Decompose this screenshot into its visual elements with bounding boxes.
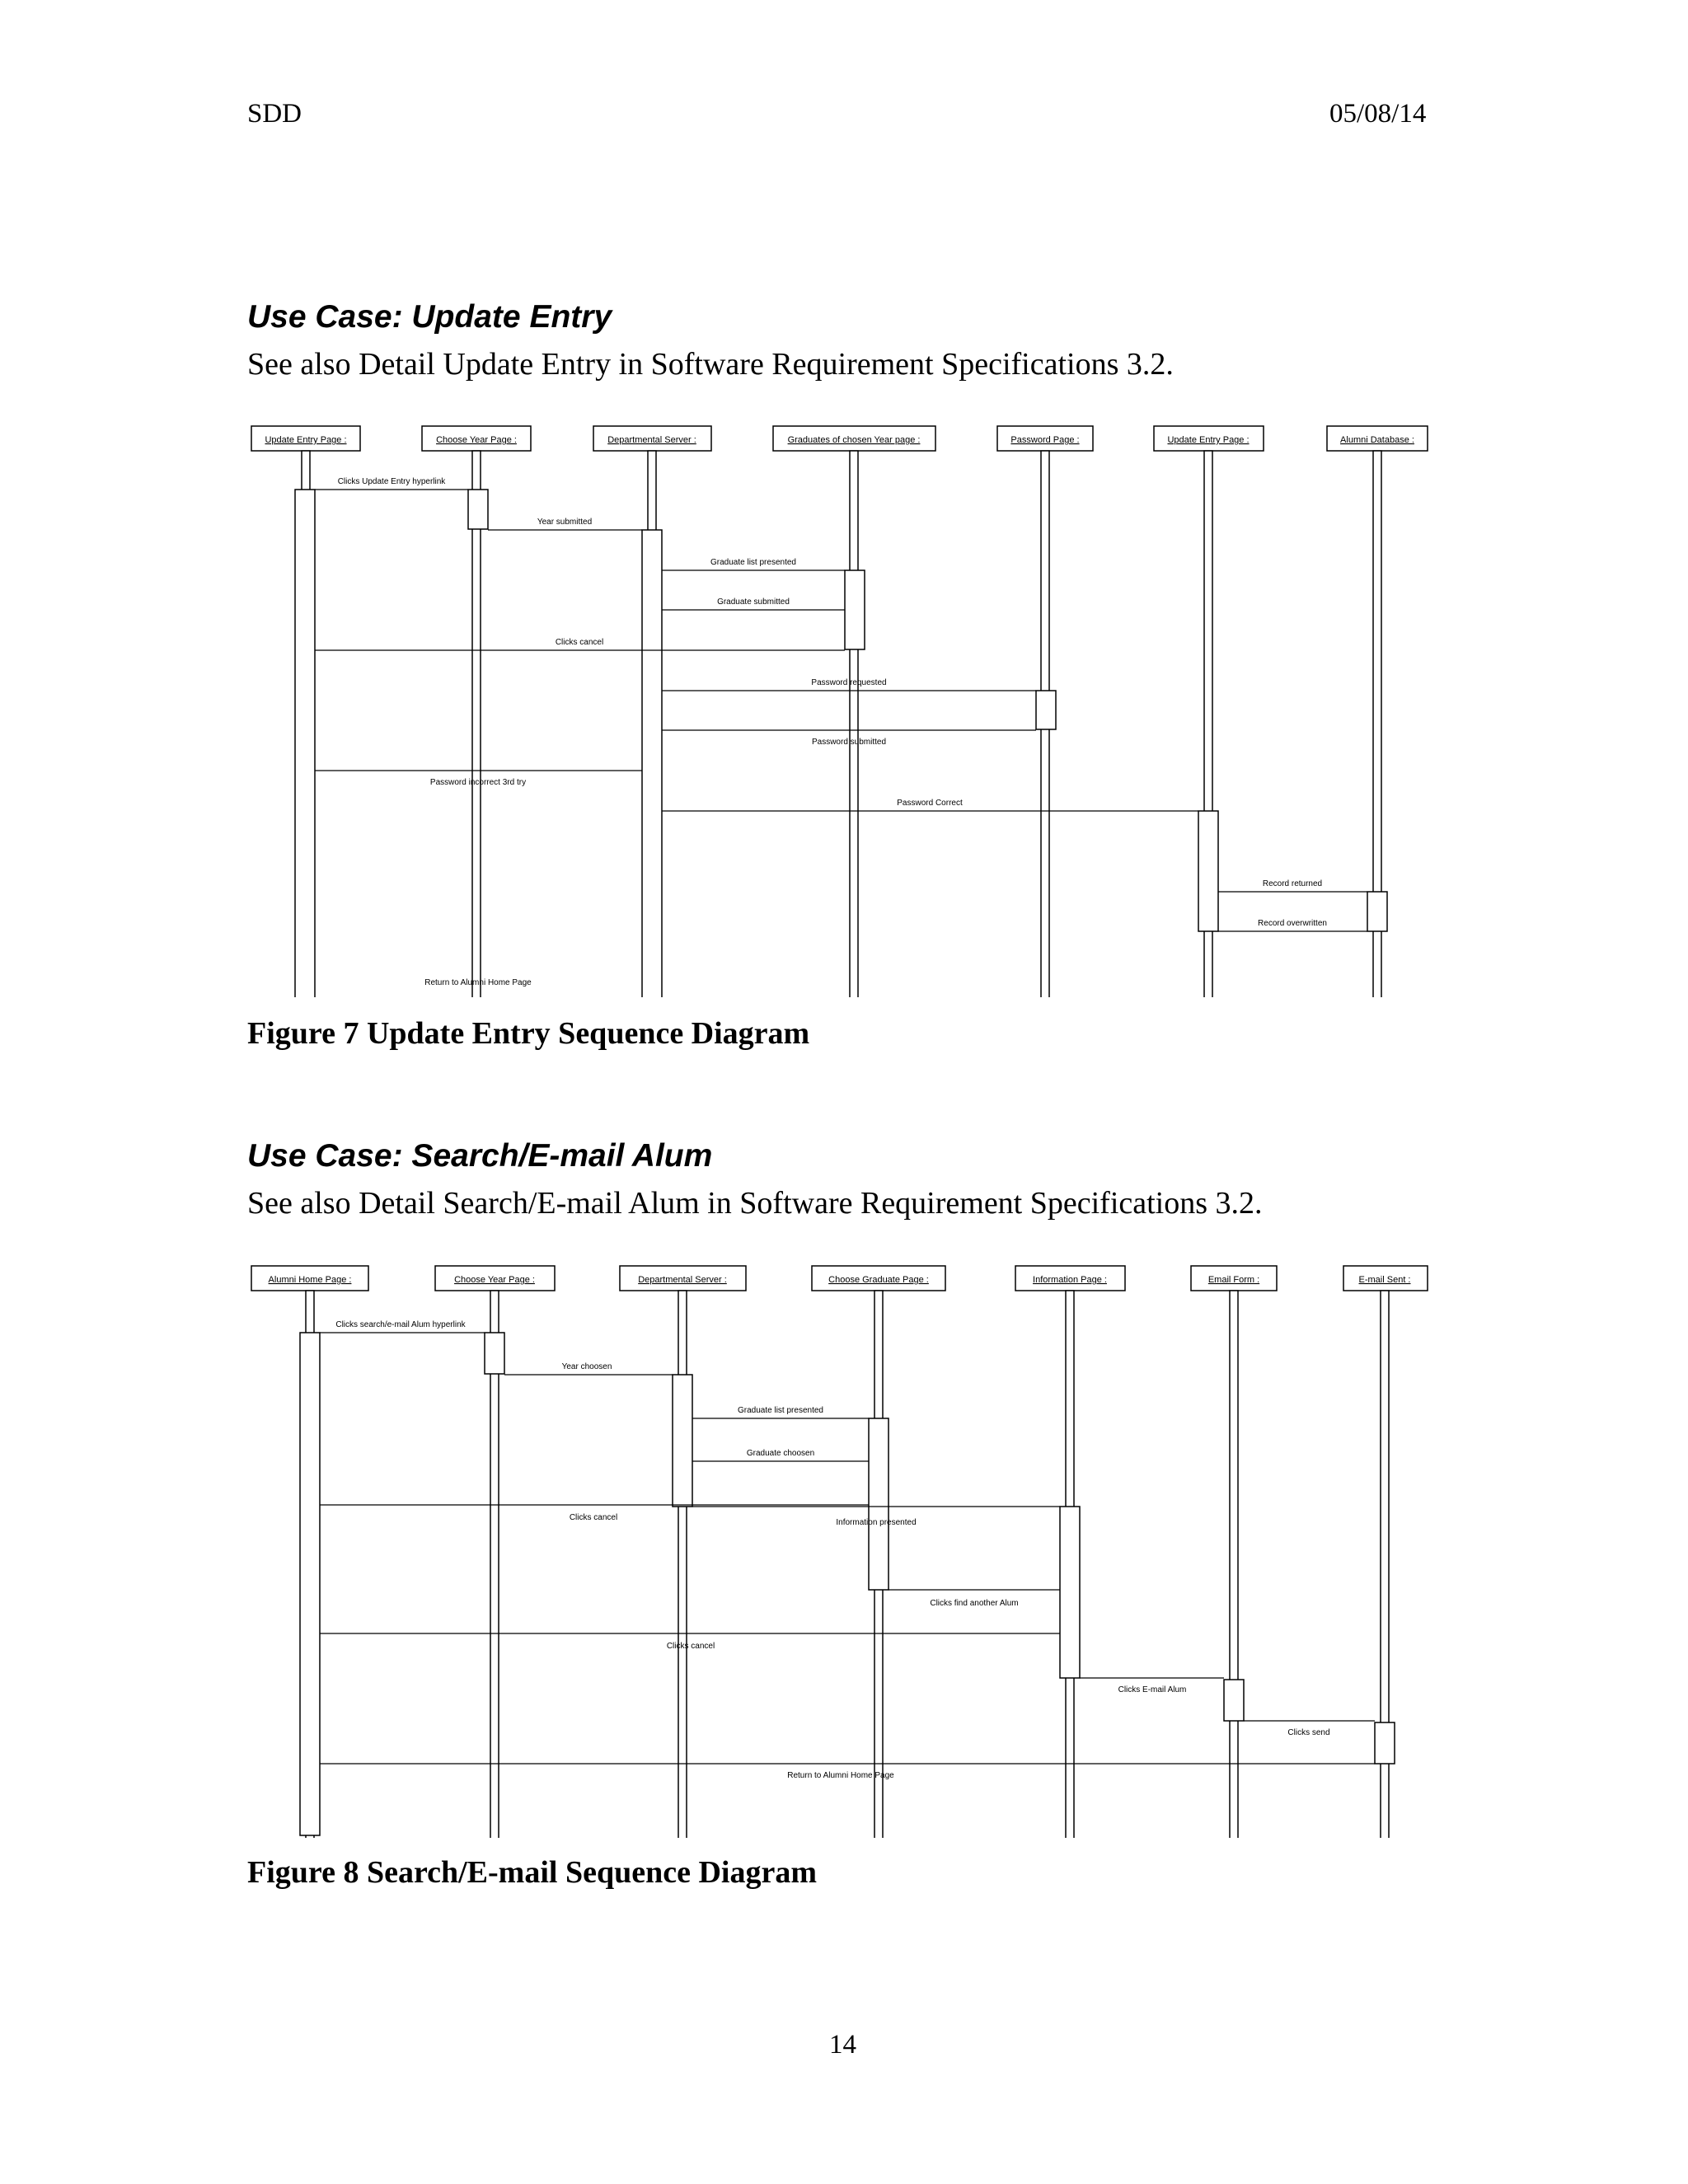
lifeline-graduates-page: Graduates of chosen Year page : bbox=[787, 435, 921, 445]
header-date: 05/08/14 bbox=[1329, 99, 1427, 129]
message-label: Password incorrect 3rd try bbox=[429, 778, 527, 787]
message-label: Graduate list presented bbox=[738, 1406, 823, 1415]
message-label: Clicks cancel bbox=[666, 1642, 715, 1651]
lifeline-departmental-server: Departmental Server : bbox=[607, 435, 696, 445]
message-label: Graduate submitted bbox=[717, 598, 790, 607]
lifeline-choose-year-page: Choose Year Page : bbox=[454, 1275, 535, 1285]
use-case-title-search-email: Use Case: Search/E-mail Alum bbox=[247, 1138, 713, 1174]
lifeline-email-form: Email Form : bbox=[1207, 1275, 1260, 1285]
message-label: Password requested bbox=[811, 678, 887, 687]
message-label: Record returned bbox=[1262, 879, 1323, 888]
message-label: Clicks E-mail Alum bbox=[1118, 1685, 1187, 1694]
message-label: Clicks cancel bbox=[569, 1513, 618, 1522]
message-label: Password Correct bbox=[897, 799, 963, 808]
lifeline-email-sent: E-mail Sent : bbox=[1358, 1275, 1411, 1285]
page-number: 14 bbox=[829, 2030, 856, 2060]
update-entry-sequence-diagram bbox=[247, 420, 1434, 997]
message-label: Return to Alumni Home Page bbox=[787, 1771, 894, 1780]
lifeline-update-entry-page: Update Entry Page : bbox=[265, 435, 347, 445]
message-label: Clicks search/e-mail Alum hyperlink bbox=[335, 1320, 466, 1329]
use-case-title-update-entry: Use Case: Update Entry bbox=[247, 299, 612, 335]
lifeline-alumni-home-page: Alumni Home Page : bbox=[268, 1275, 352, 1285]
lifeline-departmental-server: Departmental Server : bbox=[638, 1275, 727, 1285]
lifeline-information-page: Information Page : bbox=[1033, 1275, 1107, 1285]
figure-7-caption: Figure 7 Update Entry Sequence Diagram bbox=[247, 1016, 810, 1051]
use-case-description-search-email: See also Detail Search/E-mail Alum in Software Requirement Specifications 3.2. bbox=[247, 1186, 1263, 1221]
lifeline-alumni-database: Alumni Database : bbox=[1340, 435, 1414, 445]
lifeline-choose-graduate-page: Choose Graduate Page : bbox=[828, 1275, 929, 1285]
message-label: Clicks send bbox=[1287, 1728, 1330, 1737]
message-label: Information presented bbox=[836, 1518, 917, 1527]
message-label: Record overwritten bbox=[1258, 919, 1327, 928]
message-label: Return to Alumni Home Page bbox=[424, 978, 532, 987]
use-case-description-update-entry: See also Detail Update Entry in Software Requirement Specifications 3.2. bbox=[247, 347, 1174, 382]
header-left: SDD bbox=[247, 99, 302, 129]
message-label: Clicks find another Alum bbox=[930, 1599, 1019, 1608]
message-label: Graduate list presented bbox=[710, 558, 796, 567]
search-email-sequence-diagram bbox=[247, 1261, 1434, 1838]
figure-8-caption: Figure 8 Search/E-mail Sequence Diagram bbox=[247, 1855, 817, 1890]
lifeline-password-page: Password Page : bbox=[1010, 435, 1080, 445]
message-label: Clicks cancel bbox=[555, 638, 604, 647]
message-label: Password submitted bbox=[811, 738, 887, 747]
message-label: Clicks Update Entry hyperlink bbox=[337, 477, 446, 486]
message-label: Graduate choosen bbox=[746, 1449, 815, 1458]
message-label: Year submitted bbox=[537, 518, 593, 527]
message-label: Year choosen bbox=[561, 1362, 612, 1371]
lifeline-update-entry-page-2: Update Entry Page : bbox=[1167, 435, 1250, 445]
lifeline-choose-year-page: Choose Year Page : bbox=[436, 435, 517, 445]
